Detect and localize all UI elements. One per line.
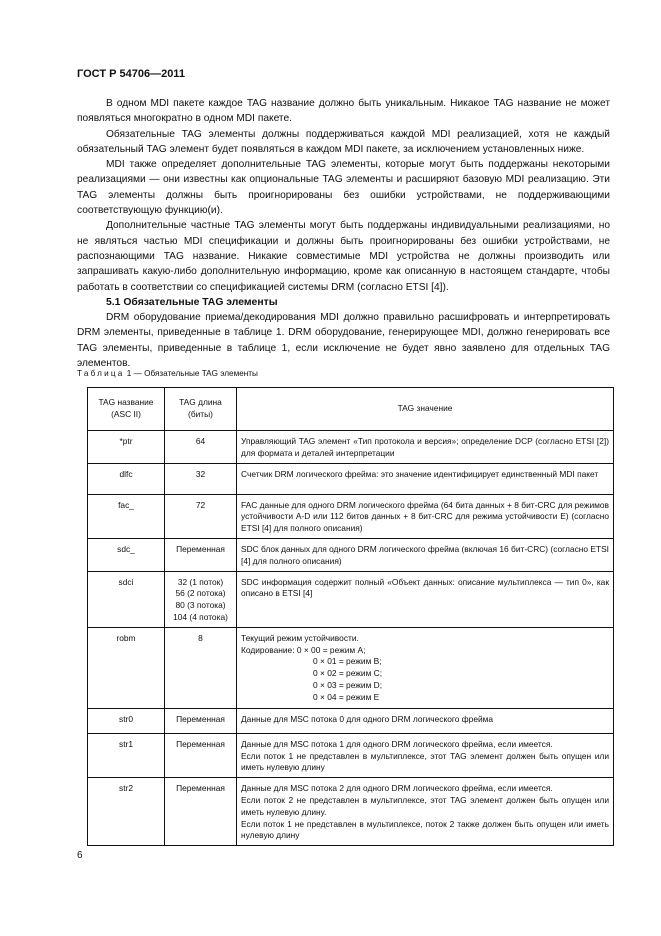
table-row [88,778,614,846]
value-line: Кодирование: 0 × 00 = режим A; [241,644,366,655]
tag-length: 72 [165,494,237,538]
tag-length [165,571,237,627]
header-value: TAG значение [237,388,614,431]
table-header-row [88,388,614,431]
paragraph: В одном MDI пакете каждое TAG название должно быть уникальным. Никакое TAG название не может появляться многократно в одном MDI пакете. [77,98,610,125]
length-line: 32 (1 поток) [177,576,224,587]
tag-value: Управляющий TAG элемент «Тип протокола и версия»; определение DCP (согласно ETSI [2]) для формата и деталей интерпретации [237,431,614,464]
value-line: 0 × 03 = режим D; [313,679,383,690]
table-row [88,431,614,464]
table-caption [77,369,258,378]
tag-length: Переменная [165,778,237,846]
tag-length: Переменная [165,538,237,571]
tag-table [87,387,614,846]
paragraph: MDI также определяет дополнительные TAG элементы, которые могут быть поддержаны некоторыми реализациями — они известны как опциональные TAG элементы и расширяют базовую MDI реализацию. Эти TAG элементы должны быть проигнорированы без ошибки устройствами, не поддерживающими соответствующую функцию(и). [77,159,610,217]
tag-value: SDC информация содержит полный «Объект данных: описание мультиплекса — тип 0», как описано в ETSI [4] [237,571,614,627]
table-row [88,627,614,708]
tag-name: robm [88,627,165,708]
tag-value [237,733,614,777]
length-line: 80 (3 потока) [175,600,226,611]
table-row [88,708,614,733]
tag-length: 8 [165,627,237,708]
document-header: ГОСТ Р 54706—2011 [77,68,185,80]
value-line: Если поток 1 не представлен в мультиплексе, поток 2 также должен быть опущен или иметь нулевую длину [241,818,609,841]
page-number: 6 [77,850,83,861]
length-line: 56 (2 потока) [175,588,226,599]
table-row [88,494,614,538]
value-line: Данные для MSC потока 1 для одного DRM логического фрейма, если имеется. [241,738,553,749]
length-line: 104 (4 потока) [173,611,228,622]
header-length: TAG длина (биты) [165,388,237,431]
tag-value: Данные для MSC потока 0 для одного DRM логического фрейма [237,708,614,733]
value-line: Если поток 1 не представлен в мультиплексе, этот TAG элемент должен быть опущен или иметь нулевую длину [241,750,609,773]
table-row [88,538,614,571]
header-name: TAG название (ASC II) [88,388,165,431]
value-line: 0 × 04 = режим E [313,691,380,702]
tag-length: Переменная [165,733,237,777]
tag-value [237,778,614,846]
paragraph: Дополнительные частные TAG элементы могут быть поддержаны индивидуальными реализациями, но не являться частью MDI спецификации и должны быть проигнорированы без ошибки устройствами, не распознающими TAG название. Никакие совместимые MDI устройства не должны производить или запрашивать какую-либо дополнительную информацию, кроме как описанную в настоящем стандарте, чтобы работать в соответствии со спецификацией системы DRM (согласно ETSI [4]). [77,220,610,293]
value-line: 0 × 01 = режим B; [313,656,382,667]
caption-label: Таблица [77,369,125,378]
tag-name: str1 [88,733,165,777]
tag-value [237,627,614,708]
paragraph: DRM оборудование приема/декодирования MDI должно правильно расшифровать и интерпретировать DRM элементы, приведенные в таблице 1. DRM оборудование, генерирующее MDI, должно генерировать все TAG элементы, приведенные в таблице 1, если исключение не будет явно заявлено для отдельных TAG элементов. [77,312,610,370]
paragraph: Обязательные TAG элементы должны поддерживаться каждой MDI реализацией, хотя не каждый обязательный TAG элемент будет появляться в каждом MDI пакете, за исключением установленных ниже. [77,128,610,155]
table-row [88,733,614,777]
body-text [77,96,610,371]
table-row [88,463,614,494]
section-title: 5.1 Обязательные TAG элементы [106,296,278,308]
tag-name: fac_ [88,494,165,538]
tag-length: 64 [165,431,237,464]
tag-value: FAC данные для одного DRM логического фрейма (64 бита данных + 8 бит-CRC для режимов устойчивости A-D или 112 битов данных + 8 бит-CRC для режима устойчивости E) (согласно ETSI [4] для полного описания) [237,494,614,538]
tag-value: Счетчик DRM логического фрейма: это значение идентифицирует единственный MDI пакет [237,463,614,494]
value-line: 0 × 02 = режим C; [313,668,383,679]
tag-value: SDC блок данных для одного DRM логического фрейма (включая 16 бит-CRC) (согласно ETSI [4] для полного описания) [237,538,614,571]
caption-text: 1 — Обязательные TAG элементы [126,369,258,378]
tag-name: str0 [88,708,165,733]
value-line: Данные для MSC потока 2 для одного DRM логического фрейма, если имеется. [241,783,553,794]
tag-length: Переменная [165,708,237,733]
tag-name: dlfc [88,463,165,494]
tag-name: *ptr [88,431,165,464]
table-row [88,571,614,627]
tag-name: sdc_ [88,538,165,571]
value-line: Если поток 2 не представлен в мультиплексе, этот TAG элемент должен быть опущен или иметь нулевую длину. [241,794,609,817]
tag-name: str2 [88,778,165,846]
tag-name: sdci [88,571,165,627]
tag-length: 32 [165,463,237,494]
value-line: Текущий режим устойчивости. [241,632,359,643]
